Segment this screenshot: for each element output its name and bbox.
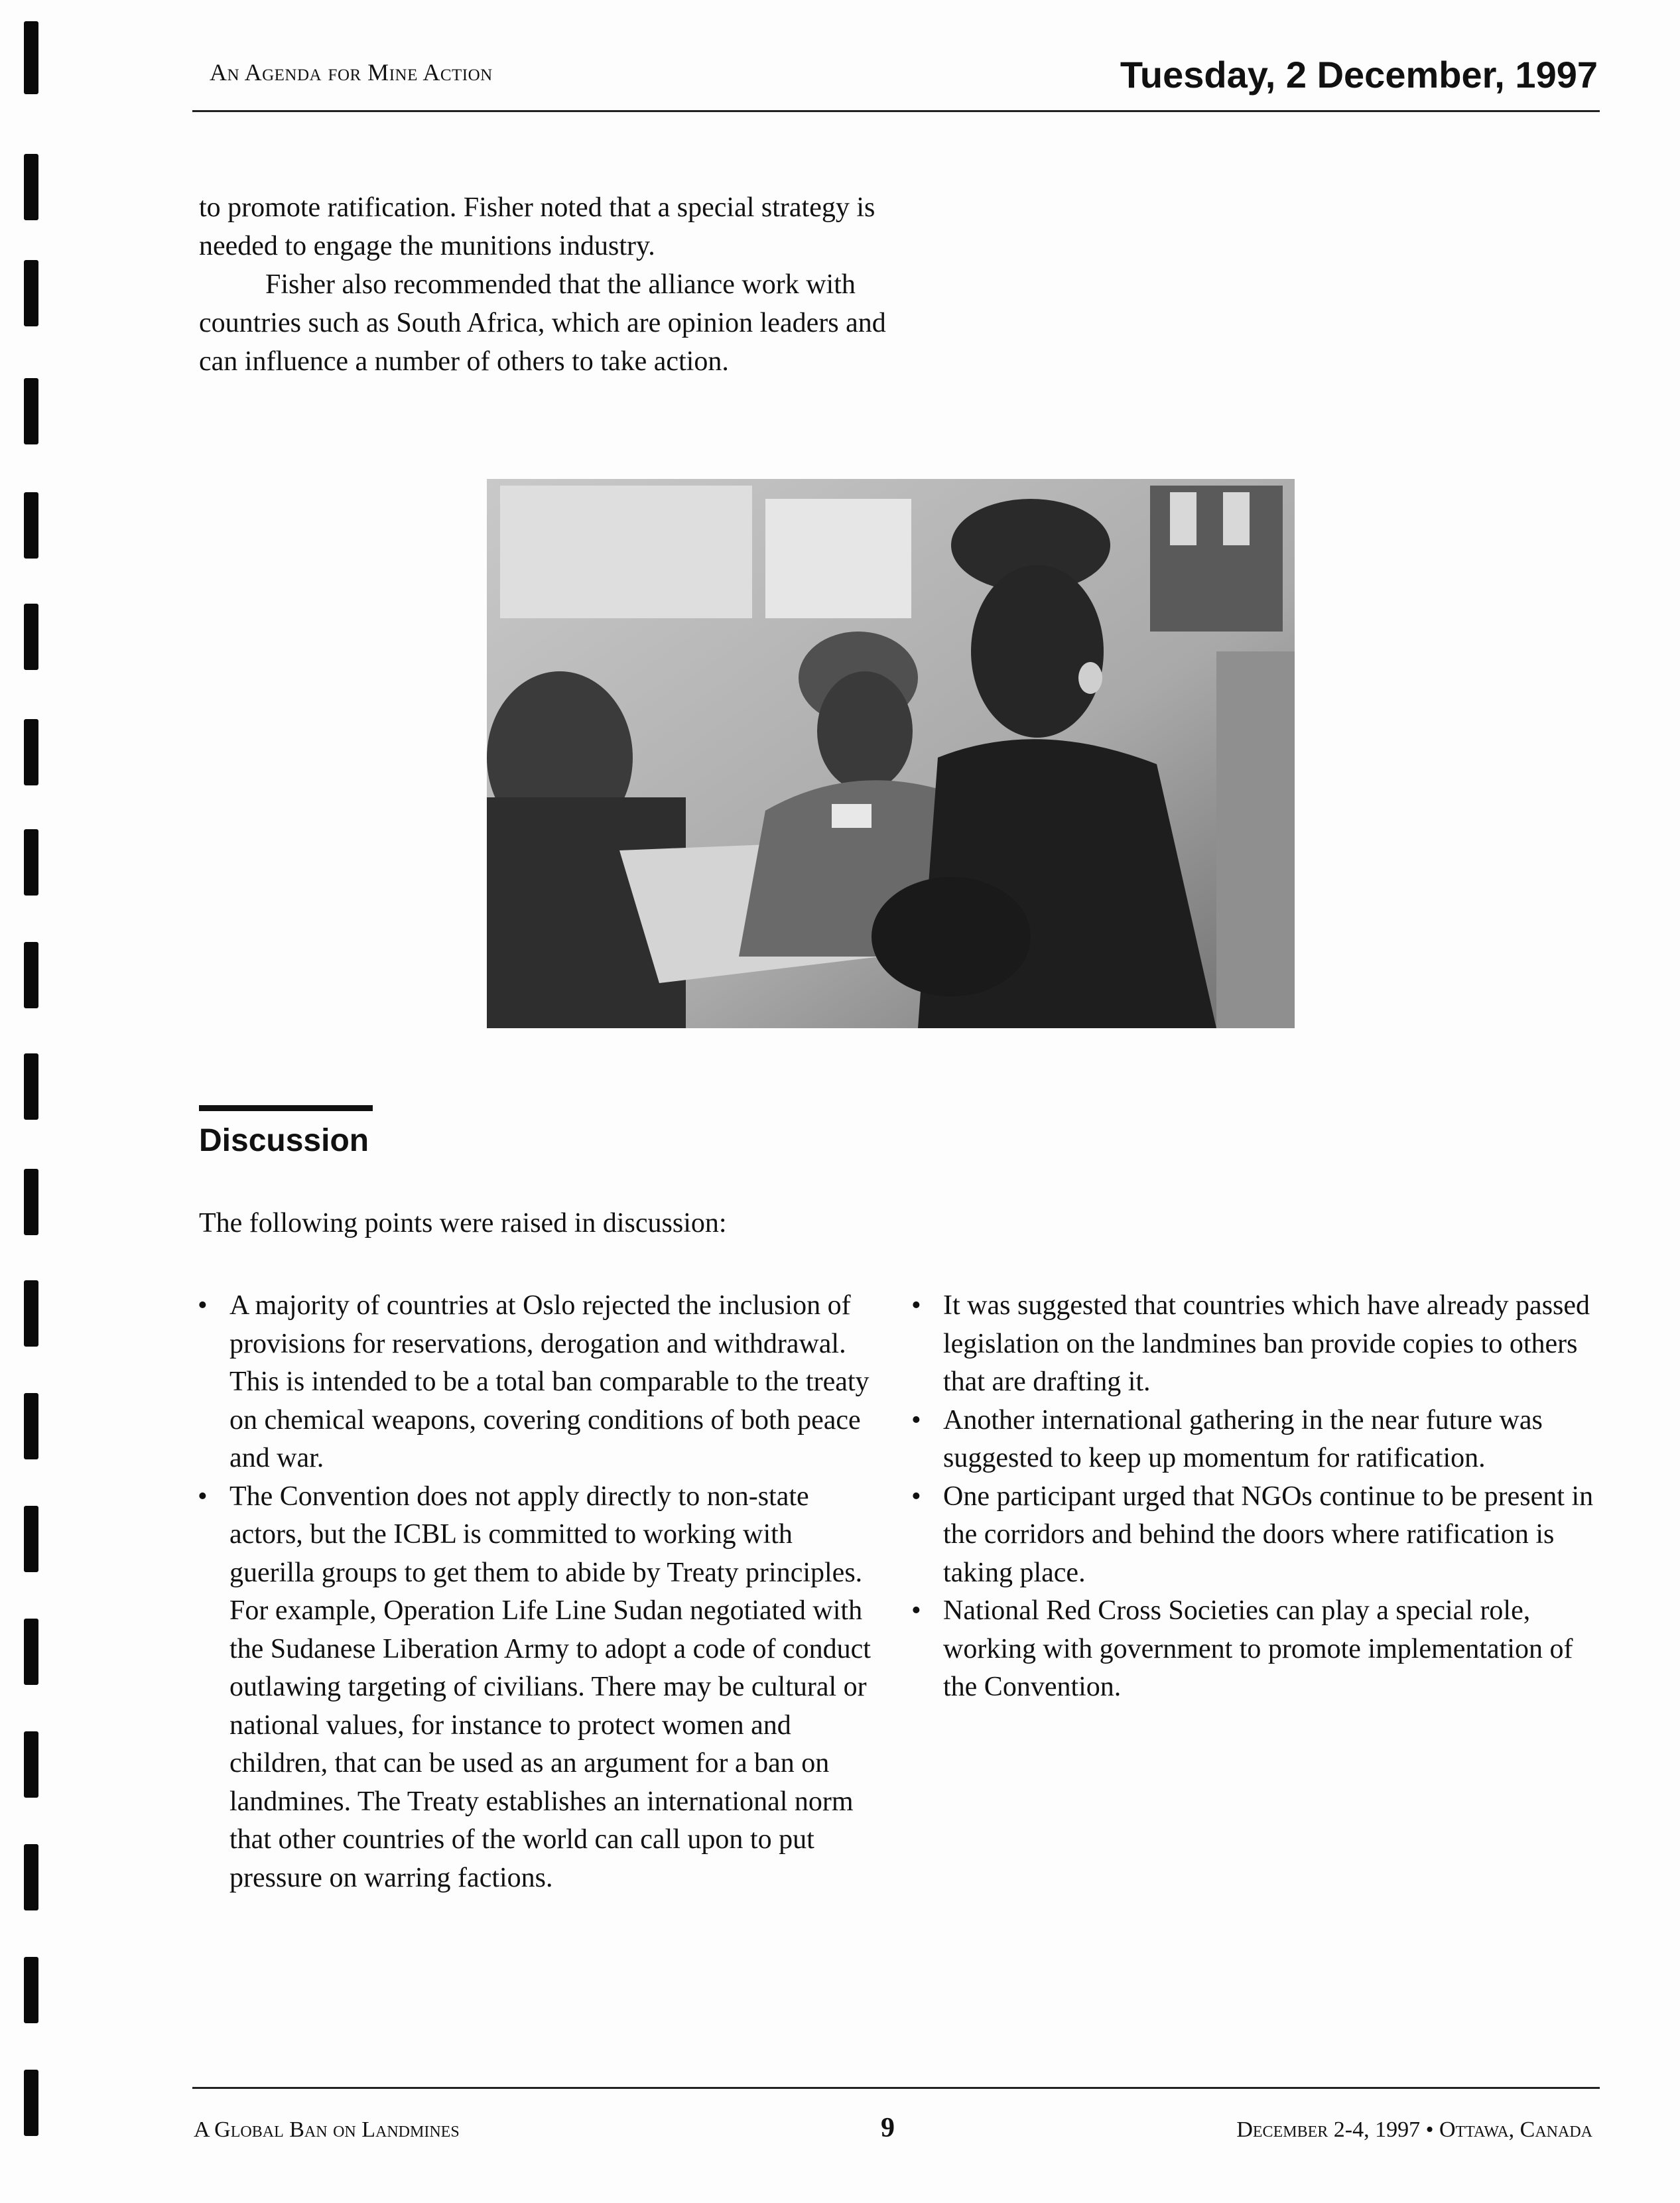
- binding-hole: [24, 1506, 38, 1572]
- section-rule: [199, 1105, 373, 1111]
- list-item-text: It was suggested that countries which have already passed legislation on the landmines ban provide copies to others that are drafting it.: [943, 1290, 1590, 1397]
- bullet-icon: •: [198, 1290, 208, 1321]
- list-item-text: The Convention does not apply directly to non-state actors, but the ICBL is committed to working with guerilla groups to get them to abide by Treaty principles. For example, Operation Life Line Sudan negotiated with the Sudanese Liberation Army to adopt a code of conduct outlawing targeting of civilians. There may be cultural or national values, for instance to protect women and children, that can be used as an argument for a ban on landmines. The Treaty establishes an international norm that other countries of the world can call upon to put pressure on warring factions.: [229, 1481, 871, 1893]
- binding-hole: [24, 21, 38, 94]
- binding-hole: [24, 1280, 38, 1347]
- footer-event: December 2-4, 1997 • Ottawa, Canada: [1236, 2117, 1592, 2142]
- footer-rule: [192, 2087, 1600, 2089]
- section-heading: Discussion: [199, 1123, 369, 1158]
- intro-text: [199, 188, 895, 381]
- discussion-list-right: [910, 1287, 1605, 1707]
- header-date: Tuesday, 2 December, 1997: [1120, 54, 1598, 96]
- binding-hole: [24, 492, 38, 559]
- bullet-icon: •: [198, 1481, 208, 1512]
- binding-hole: [24, 1844, 38, 1910]
- binding-hole: [24, 604, 38, 670]
- section-lead: The following points were raised in discussion:: [199, 1208, 727, 1238]
- page-number: 9: [881, 2113, 895, 2143]
- intro-paragraph: Fisher also recommended that the alliance work with countries such as South Africa, which are opinion leaders and can influence a number of others to take action.: [199, 269, 886, 377]
- binding-hole: [24, 1169, 38, 1235]
- bullet-icon: •: [911, 1481, 921, 1512]
- list-item: [196, 1478, 879, 1898]
- intro-paragraph: to promote ratification. Fisher noted that a special strategy is needed to engage the munitions industry.: [199, 192, 875, 261]
- header-rule: [192, 110, 1600, 112]
- list-item-text: National Red Cross Societies can play a special role, working with government to promote implementation of the Convention.: [943, 1595, 1573, 1702]
- bullet-icon: •: [911, 1595, 921, 1626]
- binding-hole: [24, 719, 38, 785]
- discussion-list-left: [196, 1287, 879, 1897]
- binding-hole: [24, 829, 38, 896]
- meeting-photo: [487, 479, 1295, 1028]
- list-item: [196, 1287, 879, 1478]
- list-item: [910, 1402, 1605, 1478]
- list-item-text: Another international gathering in the near future was suggested to keep up momentum for ratification.: [943, 1404, 1543, 1473]
- list-item-text: A majority of countries at Oslo rejected the inclusion of provisions for reservations, derogation and withdrawal. This is intended to be a total ban comparable to the treaty on chemical weapons, covering conditions of both peace and war.: [229, 1290, 870, 1473]
- footer-title: A Global Ban on Landmines: [194, 2117, 460, 2142]
- running-header-title: An Agenda for Mine Action: [210, 59, 493, 86]
- binding-hole: [24, 154, 38, 220]
- binding-hole: [24, 942, 38, 1008]
- binding-hole: [24, 1957, 38, 2023]
- photo-image: [487, 479, 1295, 1028]
- binding-hole: [24, 1731, 38, 1798]
- bullet-icon: •: [911, 1290, 921, 1321]
- binding-hole: [24, 378, 38, 444]
- list-item: [910, 1287, 1605, 1402]
- binding-hole: [24, 1619, 38, 1685]
- list-item: [910, 1478, 1605, 1593]
- binding-hole: [24, 1053, 38, 1120]
- binding-hole: [24, 2070, 38, 2136]
- list-item: [910, 1592, 1605, 1707]
- binding-hole: [24, 1393, 38, 1459]
- binding-hole: [24, 260, 38, 326]
- list-item-text: One participant urged that NGOs continue to be present in the corridors and behind the doors where ratification is taking place.: [943, 1481, 1594, 1588]
- bullet-icon: •: [911, 1404, 921, 1435]
